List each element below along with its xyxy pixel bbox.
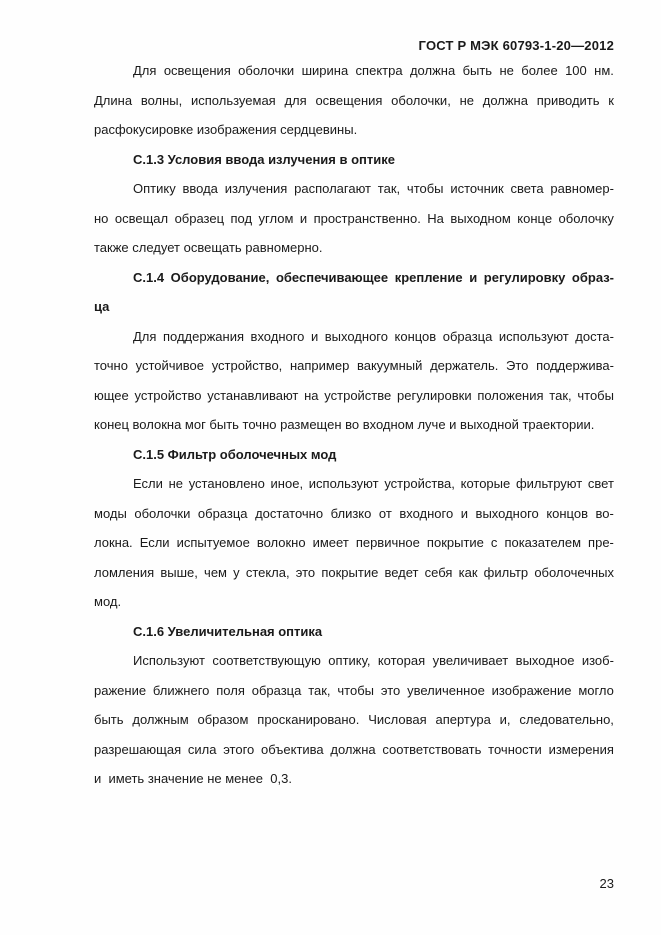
text-line: и иметь значение не менее 0,3.	[94, 771, 292, 786]
text-line: разрешающая сила этого объектива должна соответствовать точности измерения	[94, 741, 614, 757]
section-heading-c15: С.1.5 Фильтр оболочечных мод	[133, 446, 337, 462]
section-heading-c14	[94, 266, 614, 325]
section-heading-c16: С.1.6 Увеличительная оптика	[133, 623, 323, 639]
paragraph	[94, 649, 614, 797]
text-line: Используют соответствующую оптику, которая увеличивает выходное изоб-	[133, 653, 614, 668]
heading-line: ца	[94, 299, 110, 314]
text-line: ломления выше, чем у стекла, это покрытие ведет себя как фильтр оболочечных	[94, 564, 614, 580]
text-line: ющее устройство устанавливают на устройстве регулировки положения так, чтобы	[94, 387, 614, 403]
text-line: мод.	[94, 594, 122, 609]
standard-header: ГОСТ Р МЭК 60793-1-20—2012	[418, 38, 614, 53]
text-line: Для освещения оболочки ширина спектра должна быть не более 100 нм.	[133, 63, 614, 78]
section-heading-c13: С.1.3 Условия ввода излучения в оптике	[133, 151, 395, 167]
text-line: ражение ближнего поля образца так, чтобы это увеличенное изображение могло	[94, 682, 614, 698]
text-line: моды оболочки образца достаточно близко от входного и выходного концов во-	[94, 505, 614, 521]
paragraph	[94, 177, 614, 266]
heading-line: С.1.4 Оборудование, обеспечивающее крепление и регулировку образ-	[133, 269, 614, 285]
text-line: Оптику ввода излучения располагают так, чтобы источник света равномер-	[133, 181, 614, 196]
text-line: быть должным образом просканировано. Числовая апертура и, следовательно,	[94, 712, 614, 727]
text-line: Для поддержания входного и выходного концов образца используют доста-	[133, 328, 614, 344]
text-line: также следует освещать равномерно.	[94, 240, 323, 255]
text-line: но освещал образец под углом и пространственно. На выходном конце оболочку	[94, 210, 614, 226]
document-body	[94, 59, 614, 797]
text-line: конец волокна мог быть точно размещен во входном луче и выходной траектории.	[94, 417, 595, 432]
text-line: локна. Если испытуемое волокно имеет первичное покрытие с показателем пре-	[94, 535, 614, 550]
paragraph	[94, 325, 614, 443]
paragraph	[94, 59, 614, 148]
text-line: точно устойчивое устройство, например вакуумный держатель. Это поддержива-	[94, 358, 614, 373]
paragraph	[94, 472, 614, 620]
text-line: расфокусировке изображения сердцевины.	[94, 122, 358, 137]
text-line: Если не установлено иное, используют устройства, которые фильтруют свет	[133, 476, 614, 491]
text-line: Длина волны, используемая для освещения оболочки, не должна приводить к	[94, 92, 614, 108]
page-number: 23	[599, 876, 614, 891]
